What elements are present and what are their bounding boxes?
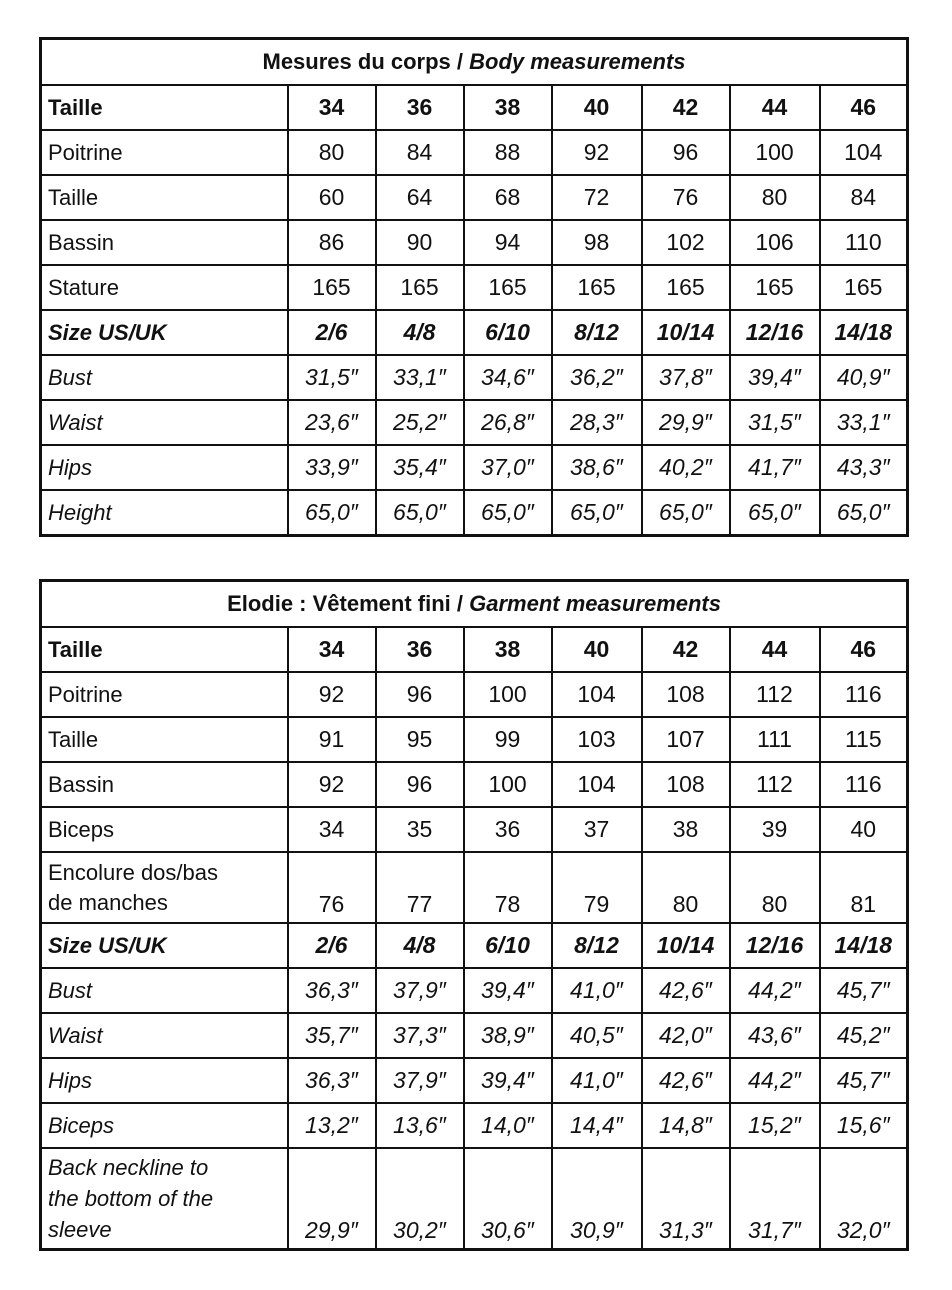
cell-value: 86 <box>288 220 376 265</box>
size-header-row <box>41 85 908 130</box>
cell-value: 39,4″ <box>730 355 820 400</box>
cell-value: 107 <box>642 717 730 762</box>
cell-value: 41,7″ <box>730 445 820 490</box>
cell-value: 76 <box>642 175 730 220</box>
cell-value: 90 <box>376 220 464 265</box>
cell-value: 112 <box>730 672 820 717</box>
row-label: Size US/UK <box>41 310 288 355</box>
cell-value: 65,0″ <box>288 490 376 536</box>
cell-value: 111 <box>730 717 820 762</box>
cell-value: 46 <box>820 627 908 672</box>
table-row <box>41 490 908 536</box>
table-row <box>41 672 908 717</box>
row-label-line: sleeve <box>48 1217 112 1242</box>
cell-value: 14,0″ <box>464 1103 552 1148</box>
cell-value: 36,2″ <box>552 355 642 400</box>
row-label: Hips <box>41 445 288 490</box>
cell-value: 84 <box>820 175 908 220</box>
cell-value: 45,2″ <box>820 1013 908 1058</box>
cell-value: 23,6″ <box>288 400 376 445</box>
cell-value: 39,4″ <box>464 968 552 1013</box>
cell-value: 60 <box>288 175 376 220</box>
cell-value: 2/6 <box>288 310 376 355</box>
cell-value: 91 <box>288 717 376 762</box>
cell-value: 12/16 <box>730 310 820 355</box>
row-label <box>41 852 288 923</box>
cell-value: 64 <box>376 175 464 220</box>
row-label: Taille <box>41 717 288 762</box>
cell-value: 79 <box>552 852 642 923</box>
cell-value: 92 <box>552 130 642 175</box>
cell-value: 36,3″ <box>288 1058 376 1103</box>
cell-value: 80 <box>642 852 730 923</box>
row-label: Taille <box>41 85 288 130</box>
cell-value: 98 <box>552 220 642 265</box>
us-size-header-row <box>41 310 908 355</box>
cell-value: 13,6″ <box>376 1103 464 1148</box>
cell-value: 36,3″ <box>288 968 376 1013</box>
cell-value: 44,2″ <box>730 968 820 1013</box>
cell-value: 165 <box>730 265 820 310</box>
table-row <box>41 265 908 310</box>
cell-value: 72 <box>552 175 642 220</box>
cell-value: 96 <box>642 130 730 175</box>
cell-value: 42,6″ <box>642 968 730 1013</box>
cell-value: 44,2″ <box>730 1058 820 1103</box>
row-label <box>41 1148 288 1250</box>
cell-value: 165 <box>552 265 642 310</box>
body-measurements-table <box>39 37 909 537</box>
cell-value: 44 <box>730 627 820 672</box>
cell-value: 42,6″ <box>642 1058 730 1103</box>
cell-value: 65,0″ <box>376 490 464 536</box>
table-row <box>41 762 908 807</box>
cell-value: 100 <box>730 130 820 175</box>
row-label-line: de manches <box>48 889 168 915</box>
row-label: Biceps <box>41 807 288 852</box>
cell-value: 36 <box>376 627 464 672</box>
cell-value: 103 <box>552 717 642 762</box>
cell-value: 104 <box>820 130 908 175</box>
cell-value: 43,3″ <box>820 445 908 490</box>
cell-value: 41,0″ <box>552 968 642 1013</box>
row-label: Stature <box>41 265 288 310</box>
table-row <box>41 1013 908 1058</box>
cell-value: 100 <box>464 762 552 807</box>
cell-value: 44 <box>730 85 820 130</box>
cell-value: 40,2″ <box>642 445 730 490</box>
cell-value: 37,8″ <box>642 355 730 400</box>
cell-value: 4/8 <box>376 310 464 355</box>
cell-value: 10/14 <box>642 310 730 355</box>
cell-value: 36 <box>376 85 464 130</box>
cell-value: 78 <box>464 852 552 923</box>
cell-value: 88 <box>464 130 552 175</box>
table-row <box>41 1058 908 1103</box>
table-row <box>41 355 908 400</box>
cell-value: 45,7″ <box>820 1058 908 1103</box>
cell-value: 35,7″ <box>288 1013 376 1058</box>
row-label: Waist <box>41 400 288 445</box>
cell-value: 37 <box>552 807 642 852</box>
cell-value: 33,1″ <box>376 355 464 400</box>
cell-value: 43,6″ <box>730 1013 820 1058</box>
table-row <box>41 445 908 490</box>
table-row <box>41 400 908 445</box>
row-label-line: Back neckline to <box>48 1155 209 1180</box>
cell-value: 108 <box>642 762 730 807</box>
cell-value: 80 <box>288 130 376 175</box>
cell-value: 35,4″ <box>376 445 464 490</box>
row-label: Bust <box>41 355 288 400</box>
cell-value: 108 <box>642 672 730 717</box>
cell-value: 37,3″ <box>376 1013 464 1058</box>
cell-value: 32,0″ <box>820 1148 908 1250</box>
cell-value: 92 <box>288 762 376 807</box>
row-label: Waist <box>41 1013 288 1058</box>
cell-value: 65,0″ <box>642 490 730 536</box>
cell-value: 36 <box>464 807 552 852</box>
table-row <box>41 220 908 265</box>
cell-value: 40,5″ <box>552 1013 642 1058</box>
row-label: Biceps <box>41 1103 288 1148</box>
cell-value: 39 <box>730 807 820 852</box>
cell-value: 165 <box>288 265 376 310</box>
cell-value: 10/14 <box>642 923 730 968</box>
cell-value: 80 <box>730 852 820 923</box>
cell-value: 29,9″ <box>642 400 730 445</box>
cell-value: 65,0″ <box>820 490 908 536</box>
cell-value: 34,6″ <box>464 355 552 400</box>
row-label: Height <box>41 490 288 536</box>
cell-value: 39,4″ <box>464 1058 552 1103</box>
cell-value: 6/10 <box>464 310 552 355</box>
cell-value: 8/12 <box>552 310 642 355</box>
cell-value: 115 <box>820 717 908 762</box>
cell-value: 92 <box>288 672 376 717</box>
cell-value: 12/16 <box>730 923 820 968</box>
table-row <box>41 1103 908 1148</box>
cell-value: 31,5″ <box>288 355 376 400</box>
cell-value: 38,6″ <box>552 445 642 490</box>
cell-value: 40 <box>820 807 908 852</box>
us-size-header-row <box>41 923 908 968</box>
cell-value: 45,7″ <box>820 968 908 1013</box>
table-row <box>41 1148 908 1250</box>
cell-value: 40,9″ <box>820 355 908 400</box>
table-row <box>41 968 908 1013</box>
cell-value: 4/8 <box>376 923 464 968</box>
cell-value: 99 <box>464 717 552 762</box>
cell-value: 30,6″ <box>464 1148 552 1250</box>
cell-value: 34 <box>288 85 376 130</box>
cell-value: 46 <box>820 85 908 130</box>
row-label: Poitrine <box>41 672 288 717</box>
cell-value: 42 <box>642 85 730 130</box>
row-label: Bassin <box>41 762 288 807</box>
cell-value: 104 <box>552 762 642 807</box>
cell-value: 65,0″ <box>464 490 552 536</box>
cell-value: 34 <box>288 807 376 852</box>
cell-value: 28,3″ <box>552 400 642 445</box>
cell-value: 81 <box>820 852 908 923</box>
cell-value: 37,9″ <box>376 968 464 1013</box>
cell-value: 40 <box>552 85 642 130</box>
table-title: Elodie : Vêtement fini / Garment measurements <box>41 581 908 628</box>
cell-value: 77 <box>376 852 464 923</box>
cell-value: 15,6″ <box>820 1103 908 1148</box>
cell-value: 42 <box>642 627 730 672</box>
cell-value: 38 <box>464 627 552 672</box>
cell-value: 2/6 <box>288 923 376 968</box>
cell-value: 65,0″ <box>730 490 820 536</box>
cell-value: 31,5″ <box>730 400 820 445</box>
cell-value: 116 <box>820 672 908 717</box>
cell-value: 94 <box>464 220 552 265</box>
table-row <box>41 175 908 220</box>
cell-value: 84 <box>376 130 464 175</box>
cell-value: 165 <box>376 265 464 310</box>
cell-value: 104 <box>552 672 642 717</box>
cell-value: 31,7″ <box>730 1148 820 1250</box>
cell-value: 26,8″ <box>464 400 552 445</box>
cell-value: 14,4″ <box>552 1103 642 1148</box>
row-label-line: the bottom of the <box>48 1186 214 1211</box>
cell-value: 14/18 <box>820 923 908 968</box>
cell-value: 14/18 <box>820 310 908 355</box>
row-label: Size US/UK <box>41 923 288 968</box>
cell-value: 65,0″ <box>552 490 642 536</box>
cell-value: 68 <box>464 175 552 220</box>
cell-value: 95 <box>376 717 464 762</box>
cell-value: 38 <box>642 807 730 852</box>
row-label: Taille <box>41 627 288 672</box>
row-label-line: Encolure dos/bas <box>48 859 218 885</box>
cell-value: 33,9″ <box>288 445 376 490</box>
cell-value: 100 <box>464 672 552 717</box>
table-row <box>41 807 908 852</box>
garment-measurements-table <box>39 579 909 1251</box>
cell-value: 106 <box>730 220 820 265</box>
cell-value: 6/10 <box>464 923 552 968</box>
cell-value: 80 <box>730 175 820 220</box>
cell-value: 165 <box>820 265 908 310</box>
cell-value: 40 <box>552 627 642 672</box>
cell-value: 96 <box>376 672 464 717</box>
cell-value: 13,2″ <box>288 1103 376 1148</box>
cell-value: 110 <box>820 220 908 265</box>
cell-value: 14,8″ <box>642 1103 730 1148</box>
cell-value: 15,2″ <box>730 1103 820 1148</box>
cell-value: 30,9″ <box>552 1148 642 1250</box>
table-row <box>41 717 908 762</box>
row-label: Poitrine <box>41 130 288 175</box>
table-row <box>41 130 908 175</box>
row-label: Bassin <box>41 220 288 265</box>
cell-value: 25,2″ <box>376 400 464 445</box>
cell-value: 30,2″ <box>376 1148 464 1250</box>
cell-value: 37,0″ <box>464 445 552 490</box>
cell-value: 165 <box>642 265 730 310</box>
table-title: Mesures du corps / Body measurements <box>41 39 908 86</box>
cell-value: 76 <box>288 852 376 923</box>
cell-value: 34 <box>288 627 376 672</box>
cell-value: 102 <box>642 220 730 265</box>
cell-value: 41,0″ <box>552 1058 642 1103</box>
row-label: Hips <box>41 1058 288 1103</box>
table-row <box>41 852 908 923</box>
cell-value: 29,9″ <box>288 1148 376 1250</box>
row-label: Bust <box>41 968 288 1013</box>
cell-value: 35 <box>376 807 464 852</box>
cell-value: 37,9″ <box>376 1058 464 1103</box>
cell-value: 96 <box>376 762 464 807</box>
cell-value: 42,0″ <box>642 1013 730 1058</box>
cell-value: 31,3″ <box>642 1148 730 1250</box>
size-header-row <box>41 627 908 672</box>
row-label: Taille <box>41 175 288 220</box>
cell-value: 38,9″ <box>464 1013 552 1058</box>
cell-value: 38 <box>464 85 552 130</box>
cell-value: 165 <box>464 265 552 310</box>
cell-value: 112 <box>730 762 820 807</box>
cell-value: 116 <box>820 762 908 807</box>
cell-value: 8/12 <box>552 923 642 968</box>
cell-value: 33,1″ <box>820 400 908 445</box>
